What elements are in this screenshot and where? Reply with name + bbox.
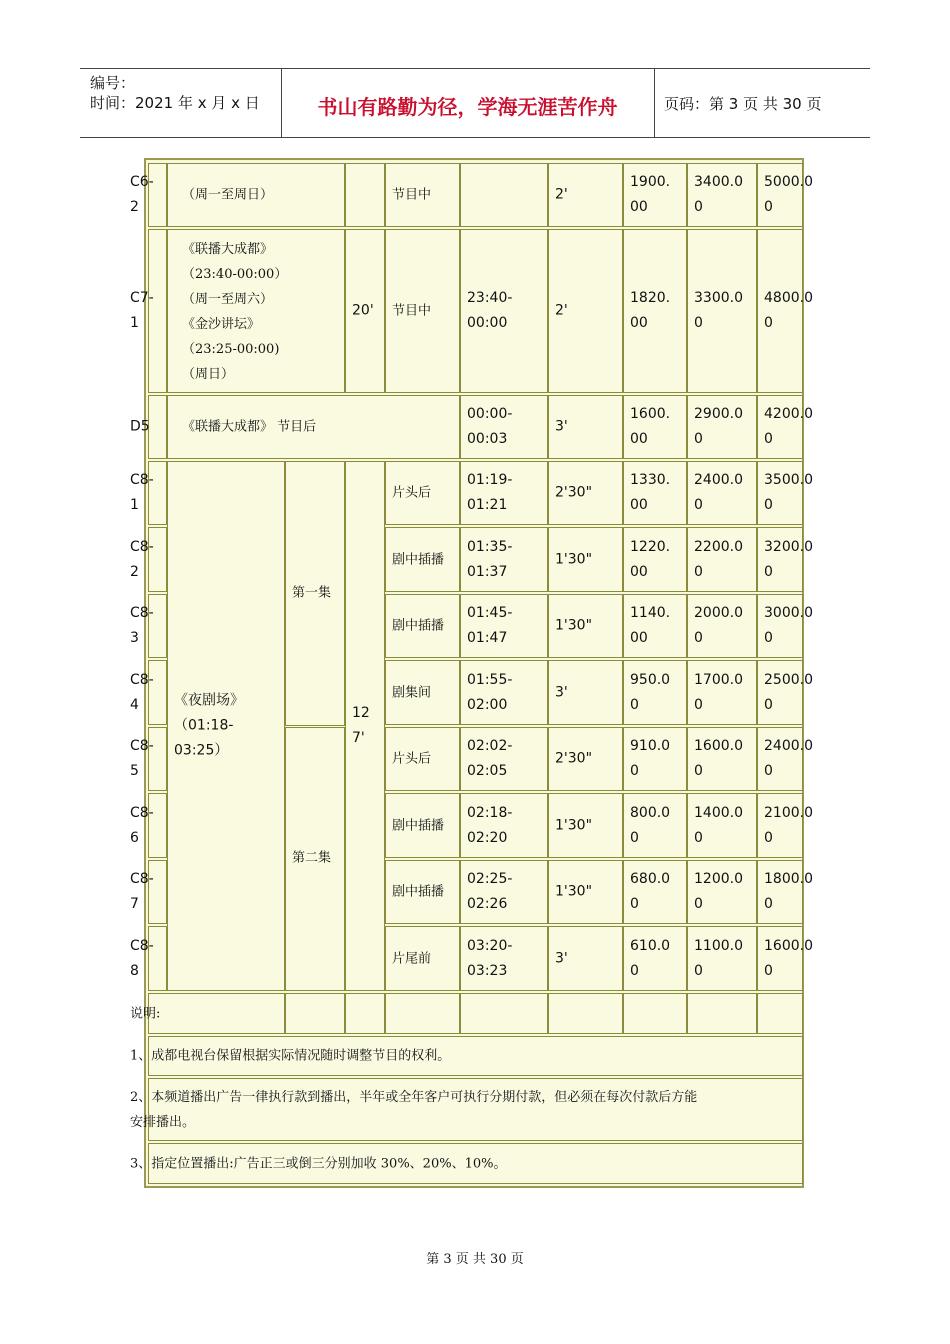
empty-cell bbox=[285, 993, 345, 1034]
ad-time: 02:18- 02:20 bbox=[467, 804, 513, 846]
date-label: 时间：2021 年 x 月 x 日 bbox=[90, 94, 260, 112]
ad-position: 剧中插播 bbox=[392, 618, 445, 634]
row-code: C8- 1 bbox=[130, 472, 154, 513]
price-3: 3200.0 0 bbox=[764, 538, 813, 580]
ad-time: 23:40- 00:00 bbox=[467, 290, 513, 331]
price-2: 1200.0 0 bbox=[694, 871, 743, 912]
price-2: 1600.0 0 bbox=[694, 738, 743, 779]
ad-length: 1'30" bbox=[555, 817, 593, 833]
row-code: C6- 2 bbox=[130, 174, 154, 215]
page-header bbox=[80, 68, 870, 138]
price-3: 5000.0 0 bbox=[764, 174, 813, 215]
ad-length: 2'30" bbox=[555, 750, 593, 767]
price-2: 1400.0 0 bbox=[694, 804, 743, 846]
price-3: 1800.0 0 bbox=[764, 871, 813, 912]
price-3: 2400.0 0 bbox=[764, 738, 813, 779]
empty-cell bbox=[687, 993, 757, 1034]
ad-position: 节目中 bbox=[392, 303, 432, 319]
program-duration: 12 7' bbox=[352, 705, 370, 746]
price-3: 2500.0 0 bbox=[764, 671, 813, 713]
row-code: C8- 6 bbox=[130, 804, 154, 846]
motto: 书山有路勤为径，学海无涯苦作舟 bbox=[317, 95, 618, 119]
price-2: 3400.0 0 bbox=[694, 174, 743, 215]
episode-label: 第一集 bbox=[292, 585, 332, 601]
ad-time: 03:20- 03:23 bbox=[467, 937, 513, 979]
ad-time: 01:35- 01:37 bbox=[467, 538, 513, 580]
number-label: 编号： bbox=[90, 74, 136, 92]
page-footer: 第 3 页 共 30 页 bbox=[426, 1252, 524, 1267]
program-duration: 20' bbox=[352, 302, 374, 319]
program-name: 《联播大成都》 （23:40-00:00） （周一至周六） 《金沙讲坛》 （23:25-00:00) （周日） bbox=[182, 242, 288, 382]
price-3: 1600.0 0 bbox=[764, 937, 813, 979]
row-code: C8- 4 bbox=[130, 671, 154, 713]
ad-length: 3' bbox=[555, 418, 568, 435]
row-code: C8- 2 bbox=[130, 538, 154, 580]
ad-position: 片头后 bbox=[392, 485, 432, 501]
price-1: 800.0 0 bbox=[630, 804, 671, 846]
price-2: 2900.0 0 bbox=[694, 406, 743, 447]
ad-length: 3' bbox=[555, 950, 568, 966]
ad-position: 剧中插播 bbox=[392, 818, 445, 833]
price-1: 1220. 00 bbox=[630, 538, 671, 580]
ad-time: 02:25- 02:26 bbox=[467, 871, 513, 912]
price-2: 3300.0 0 bbox=[694, 290, 743, 331]
ad-position: 剧中插播 bbox=[392, 884, 445, 900]
price-1: 1600. 00 bbox=[630, 406, 671, 447]
price-1: 1140. 00 bbox=[630, 605, 671, 646]
ad-length: 2' bbox=[555, 186, 568, 203]
row-code: C8- 7 bbox=[130, 871, 154, 912]
ad-position: 节目中 bbox=[392, 187, 432, 203]
price-1: 680.0 0 bbox=[630, 871, 671, 912]
note-1: 1、成都电视台保留根据实际情况随时调整节目的权利。 bbox=[130, 1048, 451, 1064]
row-code: D5 bbox=[130, 418, 150, 435]
row-code: C8- 8 bbox=[130, 937, 154, 979]
note-2: 2、本频道播出广告一律执行款到播出，半年或全年客户可执行分期付款，但必须在每次付款后方能 安排播出。 bbox=[130, 1089, 698, 1130]
price-1: 950.0 0 bbox=[630, 671, 671, 713]
page-label: 页码：第 3 页 共 30 页 bbox=[664, 95, 822, 113]
ad-length: 1'30" bbox=[555, 551, 593, 567]
ad-time: 02:02- 02:05 bbox=[467, 738, 513, 779]
ad-time: 01:45- 01:47 bbox=[467, 605, 513, 646]
ad-position: 剧集间 bbox=[392, 685, 432, 700]
notes-heading-cell bbox=[148, 993, 285, 1034]
program-name: 《夜剧场》 （01:18- 03:25） bbox=[174, 692, 244, 759]
price-2: 2400.0 0 bbox=[694, 472, 743, 513]
duration-cell bbox=[345, 163, 385, 227]
program-name: 《联播大成都》 节目后 bbox=[182, 419, 317, 435]
price-1: 1820. 00 bbox=[630, 290, 671, 331]
row-code: C7- 1 bbox=[130, 290, 154, 331]
price-1: 610.0 0 bbox=[630, 937, 671, 979]
price-3: 4200.0 0 bbox=[764, 406, 813, 447]
ad-position: 剧中插播 bbox=[392, 552, 445, 567]
ad-length: 3' bbox=[555, 684, 568, 700]
header-meta bbox=[90, 73, 260, 113]
price-3: 4800.0 0 bbox=[764, 290, 813, 331]
ad-length: 1'30" bbox=[555, 883, 593, 900]
price-1: 1330. 00 bbox=[630, 472, 671, 513]
price-2: 2200.0 0 bbox=[694, 538, 743, 580]
episode-label: 第二集 bbox=[292, 850, 332, 866]
empty-cell bbox=[345, 993, 385, 1034]
empty-cell bbox=[757, 993, 803, 1034]
ad-position: 片头后 bbox=[392, 751, 432, 767]
program-name: （周一至周日） bbox=[182, 187, 274, 203]
ad-time: 00:00- 00:03 bbox=[467, 406, 513, 447]
notes-heading: 说明: bbox=[130, 1006, 161, 1021]
ad-length: 2' bbox=[555, 302, 568, 319]
code-cell bbox=[148, 395, 167, 459]
price-3: 3500.0 0 bbox=[764, 472, 813, 513]
note-3: 3、指定位置播出:广告正三或倒三分别加收 30%、20%、10%。 bbox=[130, 1156, 507, 1171]
ad-length: 2'30" bbox=[555, 484, 593, 501]
empty-cell bbox=[460, 993, 548, 1034]
price-1: 910.0 0 bbox=[630, 738, 671, 779]
price-3: 2100.0 0 bbox=[764, 804, 813, 846]
empty-cell bbox=[548, 993, 623, 1034]
ad-time: 01:55- 02:00 bbox=[467, 671, 513, 713]
ad-position: 片尾前 bbox=[392, 951, 432, 966]
price-2: 1700.0 0 bbox=[694, 671, 743, 713]
price-1: 1900. 00 bbox=[630, 174, 671, 215]
time-cell bbox=[460, 163, 548, 227]
header-divider bbox=[654, 69, 655, 137]
empty-cell bbox=[385, 993, 460, 1034]
price-2: 1100.0 0 bbox=[694, 937, 743, 979]
price-2: 2000.0 0 bbox=[694, 605, 743, 646]
ad-time: 01:19- 01:21 bbox=[467, 472, 513, 513]
row-code: C8- 3 bbox=[130, 605, 154, 646]
row-code: C8- 5 bbox=[130, 738, 154, 779]
ad-length: 1'30" bbox=[555, 617, 593, 634]
empty-cell bbox=[623, 993, 687, 1034]
price-3: 3000.0 0 bbox=[764, 605, 813, 646]
